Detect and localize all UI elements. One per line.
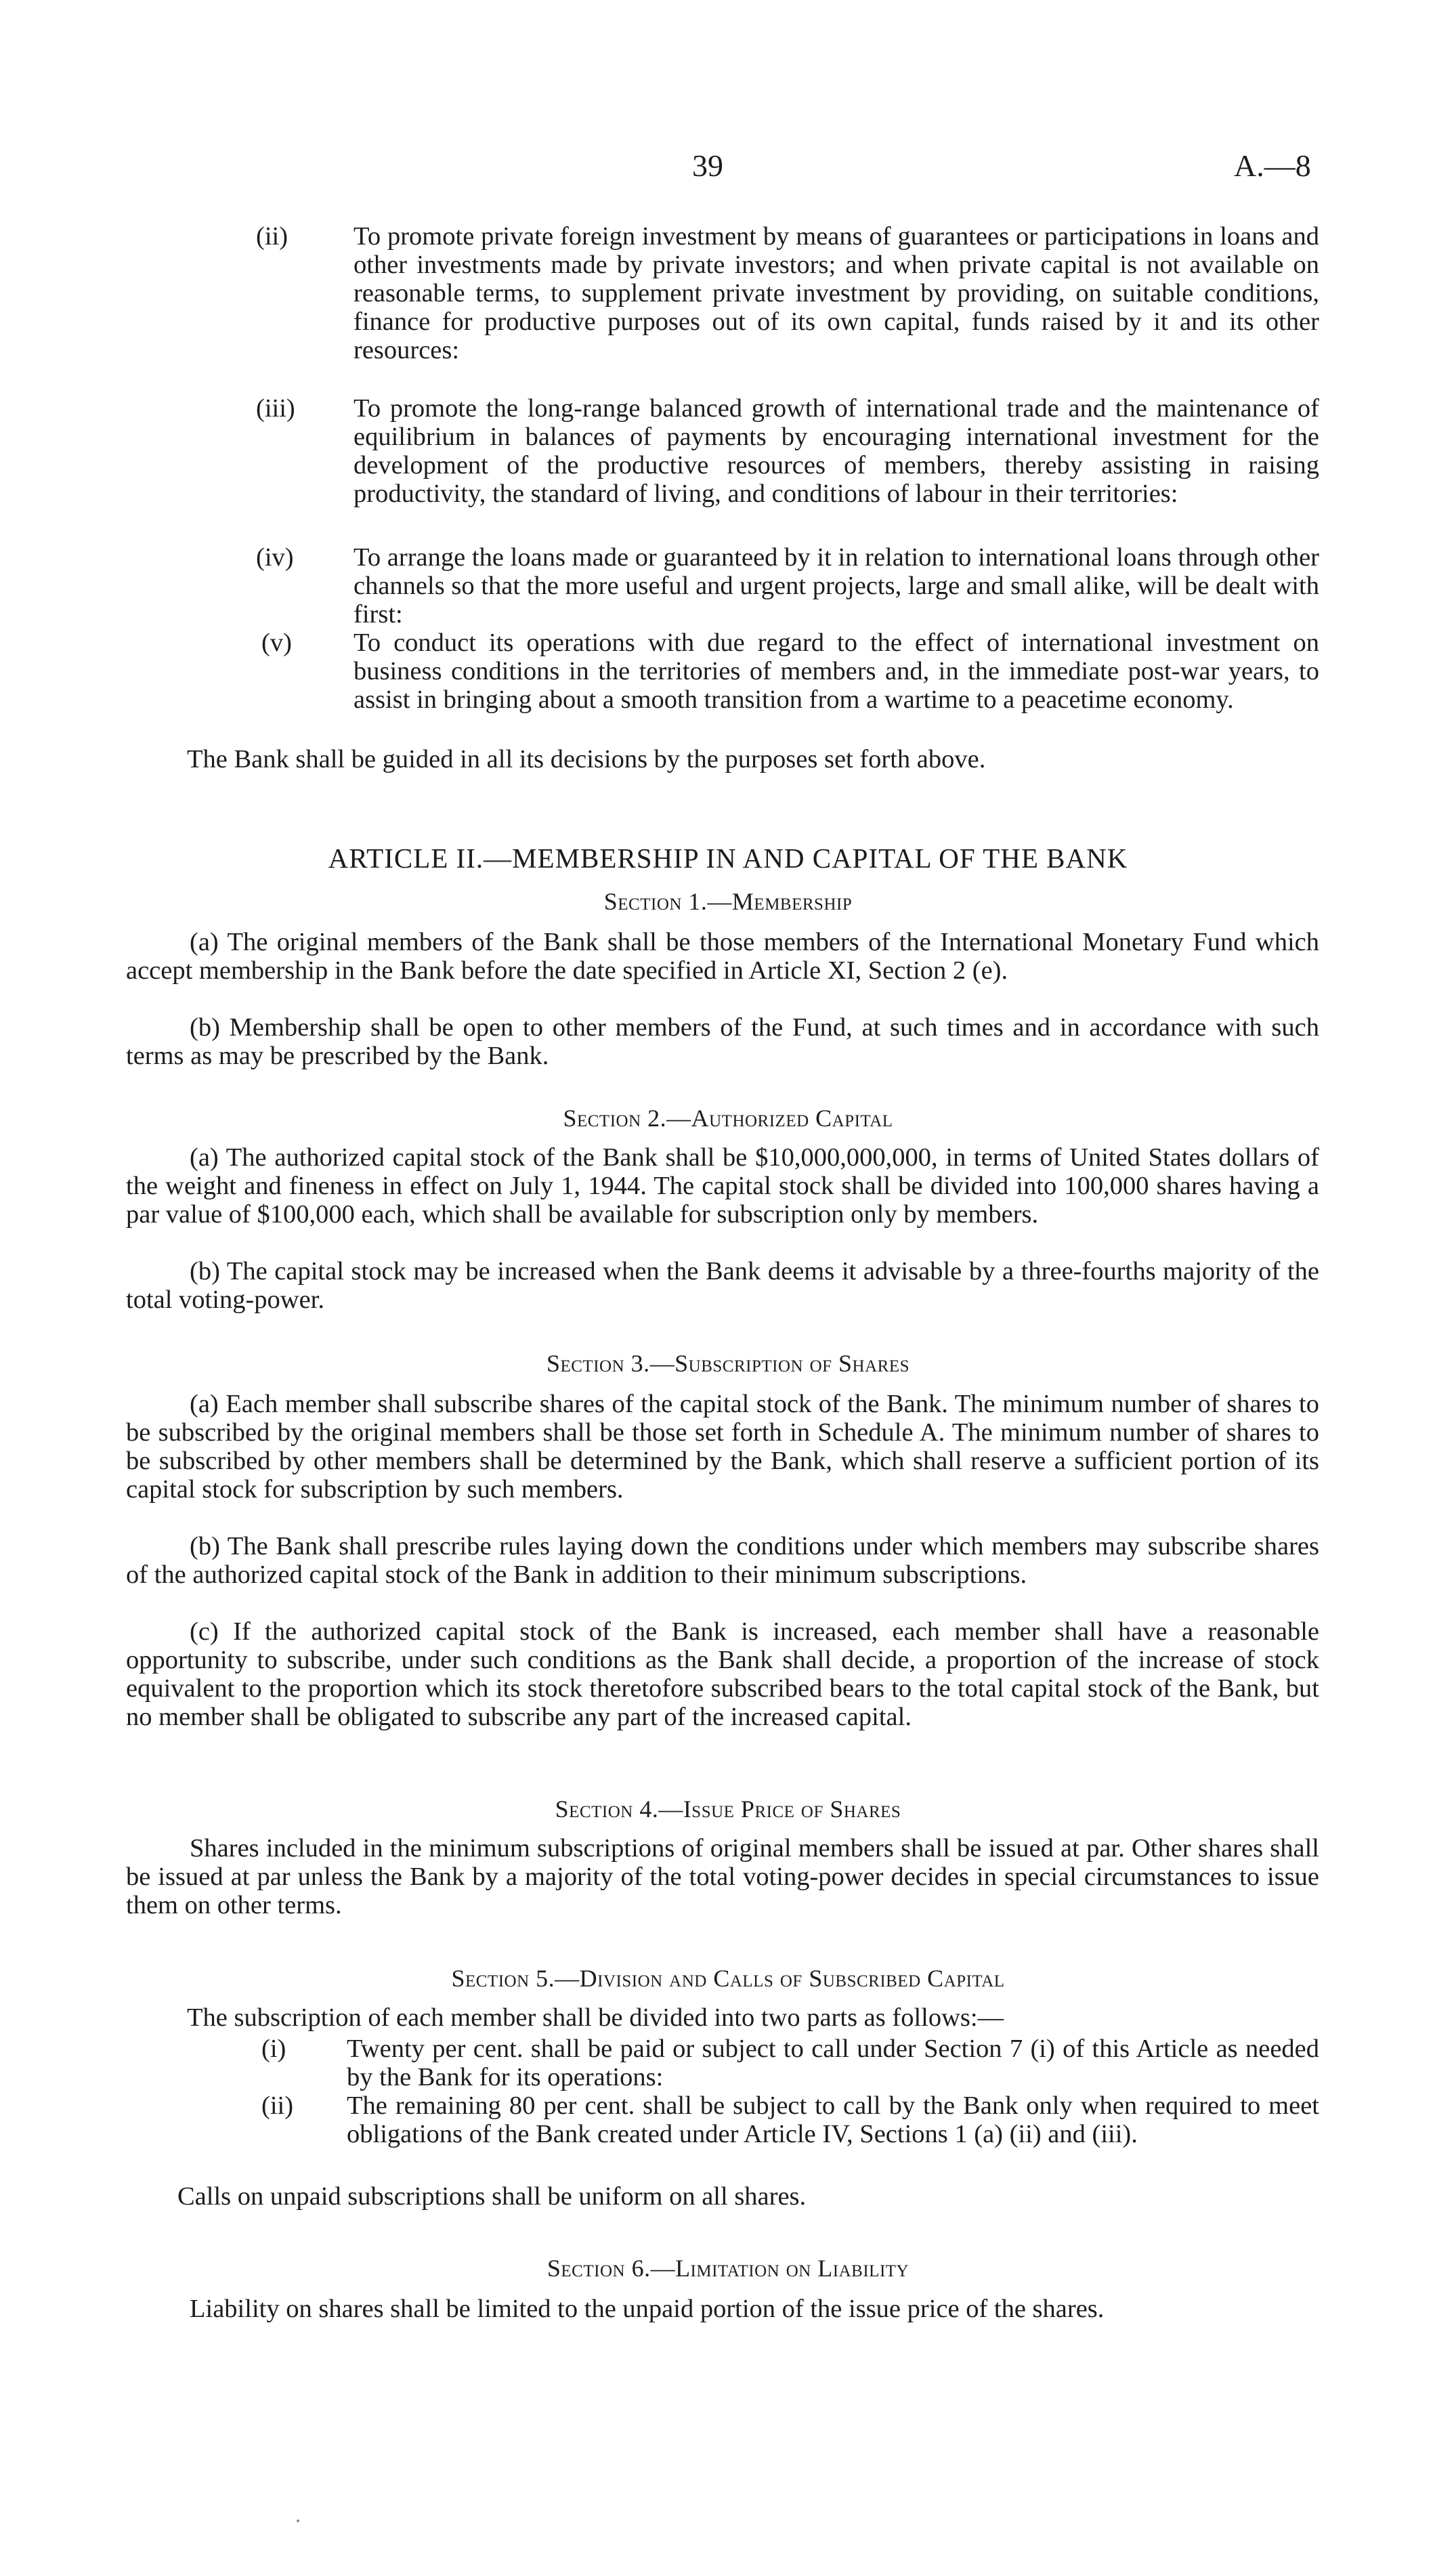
section-1-heading: Section 1.—Membership: [603, 888, 853, 915]
section-1-para-a: (a) The original members of the Bank shall be those members of the International Monetary Fund which accept membership in the Bank before the date specified in Article XI, Section 2 (e).: [126, 928, 1319, 985]
document-reference: A.—8: [1234, 148, 1311, 183]
purposes-closing: The Bank shall be guided in all its decisions by the purposes set forth above.: [187, 745, 986, 773]
purpose-item-v: (v) To conduct its operations with due regard to the effect of international investment on business conditions in the territories of members and, in the immediate post-war years, to assist in bringing about a smooth transition from a wartime to a peacetime economy.: [261, 629, 1319, 714]
page-number: 39: [692, 148, 723, 183]
article-heading: ARTICLE II.—MEMBERSHIP IN AND CAPITAL OF THE BANK: [328, 843, 1128, 874]
section-2-heading: Section 2.—Authorized Capital: [563, 1105, 893, 1132]
section-5-intro: The subscription of each member shall be divided into two parts as follows:—: [187, 2003, 1004, 2032]
purpose-item-ii: (ii) To promote private foreign investment by means of guarantees or participations in loans and other investments made by private investors; and when private capital is not available on reasonable terms, to supplement private investment by providing, on suitable conditions, finance for productive purposes out of its own capital, funds raised by it and its other resources:: [256, 222, 1319, 364]
section-2-para-b: (b) The capital stock may be increased when the Bank deems it advisable by a three-fourths majority of the total voting-power.: [126, 1257, 1319, 1314]
section-5-item-i: (i) Twenty per cent. shall be paid or subject to call under Section 7 (i) of this Article as needed by the Bank for its operations:: [261, 2035, 1319, 2091]
section-4-para: Shares included in the minimum subscriptions of original members shall be issued at par. Other shares shall be issued at par unless the Bank by a majority of the total voting-power decides in special circumstances to issue them on other terms.: [126, 1834, 1319, 1919]
section-6-para: Liability on shares shall be limited to the unpaid portion of the issue price of the shares.: [190, 2295, 1105, 2323]
section-6-heading: Section 6.—Limitation on Liability: [547, 2255, 909, 2282]
section-3-para-c: (c) If the authorized capital stock of the Bank is increased, each member shall have a reasonable opportunity to subscribe, under such conditions as the Bank shall decide, a proportion of the increase of stock equivalent to the proportion which its stock theretofore subscribed bears to the total capital stock of the Bank, but no member shall be obligated to subscribe any part of the increased capital.: [126, 1617, 1319, 1731]
section-5-closing: Calls on unpaid subscriptions shall be uniform on all shares.: [177, 2182, 807, 2211]
section-4-heading: Section 4.—Issue Price of Shares: [555, 1795, 901, 1823]
section-5-heading: Section 5.—Division and Calls of Subscribed Capital: [451, 1965, 1005, 1992]
section-3-para-b: (b) The Bank shall prescribe rules laying down the conditions under which members may subscribe shares of the authorized capital stock of the Bank in addition to their minimum subscriptions.: [126, 1532, 1319, 1589]
section-5-item-ii: (ii) The remaining 80 per cent. shall be subject to call by the Bank only when required to meet obligations of the Bank created under Article IV, Sections 1 (a) (ii) and (iii).: [261, 2091, 1319, 2148]
print-speck: [297, 2519, 299, 2522]
section-1-para-b: (b) Membership shall be open to other members of the Fund, at such times and in accordance with such terms as may be prescribed by the Bank.: [126, 1013, 1319, 1070]
purpose-item-iv: (iv) To arrange the loans made or guaranteed by it in relation to international loans through other channels so that the more useful and urgent projects, large and small alike, will be dealt with first:: [256, 543, 1319, 629]
section-3-para-a: (a) Each member shall subscribe shares of the capital stock of the Bank. The minimum number of shares to be subscribed by the original members shall be those set forth in Schedule A. The minimum number of shares to be subscribed by other members shall be determined by the Bank, which shall reserve a sufficient portion of its capital stock for subscription by such members.: [126, 1390, 1319, 1504]
page-header: [0, 148, 1456, 188]
purpose-item-iii: (iii) To promote the long-range balanced growth of international trade and the maintenance of equilibrium in balances of payments by encouraging international investment for the development of the productive resources of members, thereby assisting in raising productivity, the standard of living, and conditions of labour in their territories:: [256, 394, 1319, 508]
section-2-para-a: (a) The authorized capital stock of the Bank shall be $10,000,000,000, in terms of United States dollars of the weight and fineness in effect on July 1, 1944. The capital stock shall be divided into 100,000 shares having a par value of $100,000 each, which shall be available for subscription only by members.: [126, 1143, 1319, 1229]
section-3-heading: Section 3.—Subscription of Shares: [546, 1350, 910, 1377]
